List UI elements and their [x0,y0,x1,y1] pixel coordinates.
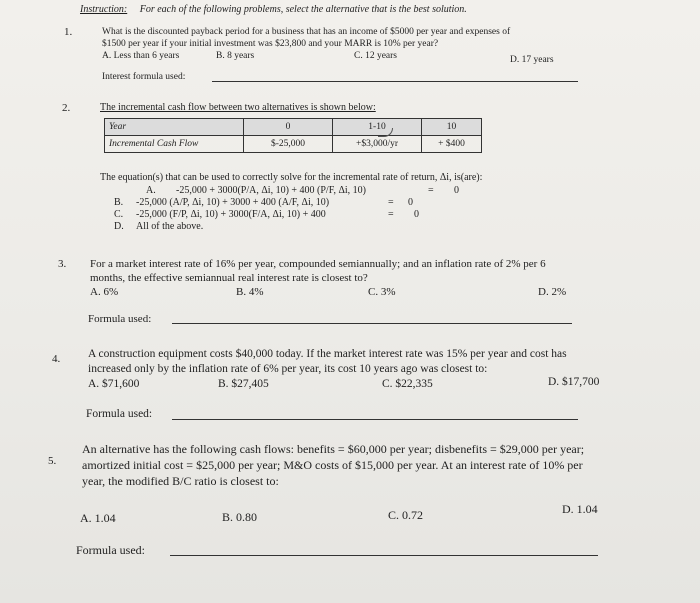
q3-option-c: C. 3% [368,286,396,298]
q5-formula-line [170,555,598,556]
q3-line1: For a market interest rate of 16% per year, compounded semiannually; and an inflation rate of 2% per 6 [90,258,546,270]
q2-option-b-letter: B. [114,197,124,208]
q3-line2: months, the effective semiannual real interest rate is closest to? [90,272,368,284]
q1-number: 1. [64,26,73,38]
q2-option-a-eq: -25,000 + 3000(P/A, Δi, 10) + 400 (P/F, Δi, 10) [176,185,367,196]
q5-number: 5. [48,455,57,467]
table-cell: +$3,000/yr [333,136,422,153]
q5-option-b: B. 0.80 [222,510,258,524]
table-cell: $-25,000 [244,136,333,153]
q4-formula-label: Formula used: [86,408,153,420]
q3-formula-line [172,323,572,324]
q5-line2: amortized initial cost = $25,000 per year; M&O costs of $15,000 per year. At an interest rate of 10% per [82,458,583,472]
q1-line2: $1500 per year if your initial investment was $23,800 and your MARR is 10% per year? [102,39,439,49]
q2-option-d-letter: D. [114,221,124,232]
q5-line3: year, the modified B/C ratio is closest to: [82,474,279,488]
q3-option-b: B. 4% [236,286,264,298]
q4-option-a: A. $71,600 [88,378,140,390]
q2-option-c-rhs: 0 [414,209,419,220]
q4-option-c: C. $22,335 [382,378,433,390]
table-header-cell: Year [105,119,244,136]
q2-option-c-eqsign: = [388,209,394,220]
q5-line1: An alternative has the following cash flows: benefits = $60,000 per year; disbenefits = $29,000 per year; [82,442,585,456]
instruction-text: For each of the following problems, select the alternative that is the best solution. [139,4,467,15]
table-header-row [105,119,482,136]
q2-option-b-eqsign: = [388,197,394,208]
q5-option-c: C. 0.72 [388,508,424,522]
q2-intro: The incremental cash flow between two alternatives is shown below: [100,102,376,113]
table-header-cell: 1-10 [333,119,422,136]
q1-formula-line [212,81,578,82]
q2-option-d-eq: All of the above. [136,221,204,232]
q2-option-a-letter: A. [146,185,156,196]
q1-option-a: A. Less than 6 years [102,51,180,61]
q2-option-b-eq: -25,000 (A/P, Δi, 10) + 3000 + 400 (A/F, Δi, 10) [136,197,330,208]
cash-flow-table [104,118,482,153]
q3-option-d: D. 2% [538,286,567,298]
q3-number: 3. [58,258,67,270]
q2-number: 2. [62,102,71,114]
q3-formula-label: Formula used: [88,313,152,325]
q5-option-d: D. 1.04 [562,502,598,516]
table-cell: + $400 [422,136,482,153]
q4-formula-line [172,419,578,420]
q2-option-a-rhs: 0 [454,185,459,196]
q5-formula-label: Formula used: [76,543,145,557]
q2-question: The equation(s) that can be used to correctly solve for the incremental rate of return, Δi, is(are): [100,172,483,183]
q4-line2: increased only by the inflation rate of 6% per year, its cost 10 years ago was closest to: [88,363,488,375]
q2-option-a-eqsign: = [428,185,434,196]
q1-option-b: B. 8 years [216,51,255,61]
instruction-label: Instruction: [80,4,128,15]
q5-option-a: A. 1.04 [80,511,116,525]
table-row [105,136,482,153]
q1-formula-label: Interest formula used: [102,72,186,82]
q4-option-d: D. $17,700 [548,376,600,388]
q4-option-b: B. $27,405 [218,378,269,390]
q4-number: 4. [52,353,61,365]
q3-option-a: A. 6% [90,286,119,298]
instruction [80,4,467,15]
q2-option-c-letter: C. [114,209,124,220]
table-cell: Incremental Cash Flow [105,136,244,153]
q1-line1: What is the discounted payback period for a business that has an income of $5000 per year and expenses of [102,27,511,37]
q4-line1: A construction equipment costs $40,000 today. If the market interest rate was 15% per year and cost has [88,348,567,360]
q1-option-d: D. 17 years [510,55,554,65]
table-header-cell: 10 [422,119,482,136]
q1-option-c: C. 12 years [354,51,398,61]
q2-option-b-rhs: 0 [408,197,413,208]
table-header-cell: 0 [244,119,333,136]
q2-option-c-eq: -25,000 (F/P, Δi, 10) + 3000(F/A, Δi, 10) + 400 [136,209,326,220]
